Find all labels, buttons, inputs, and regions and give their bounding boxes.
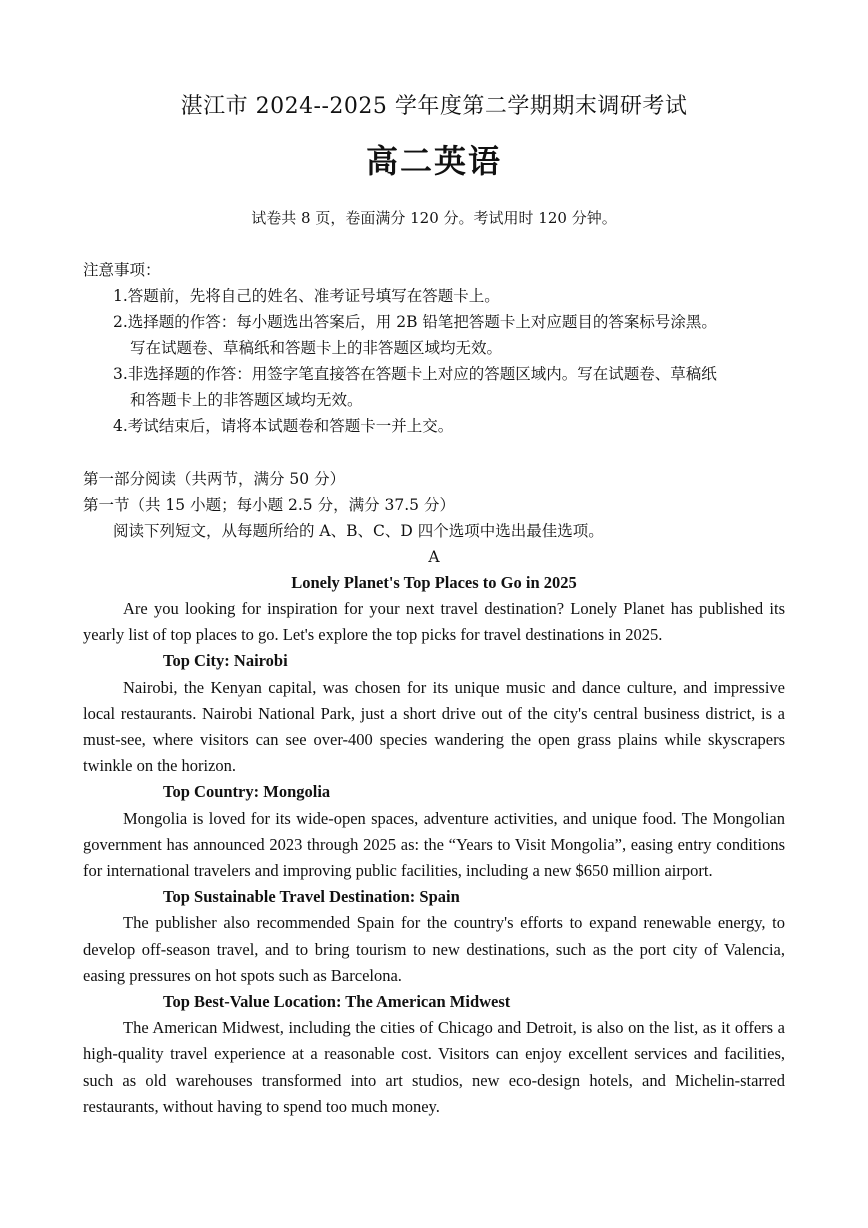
passage-paragraph: Mongolia is loved for its wide-open spaces, adventure activities, and unique food. The Mongolian government has announced 2023 through 2025 as: the “Years to Visit Mongolia”, easing entry conditions for international travelers and improving public facilities, including a new $650 million airport.: [83, 808, 785, 881]
passage-letter: A: [428, 548, 440, 566]
passage-intro: Are you looking for inspiration for your next travel destination? Lonely Planet has published its yearly list of top places to go. Let's explore the top picks for travel destinations in 2025.: [83, 599, 785, 645]
note-item: 2.选择题的作答：每小题选出答案后，用 2B 铅笔把答题卡上对应题目的答案标号涂黑。: [113, 313, 717, 331]
section-subtitle: 第一节（共 15 小题；每小题 2.5 分，满分 37.5 分）: [83, 496, 455, 514]
exam-subject: 高二英语: [365, 142, 502, 180]
passage-heading: Top City: Nairobi: [163, 651, 288, 671]
note-item: 1.答题前，先将自己的姓名、准考证号填写在答题卡上。: [113, 287, 500, 305]
section-header: [83, 466, 785, 596]
note-item-continued: 和答题卡上的非答题区域均无效。: [130, 391, 363, 409]
note-item-continued: 写在试题卷、草稿纸和答题卡上的非答题区域均无效。: [130, 339, 503, 357]
passage-title: Lonely Planet's Top Places to Go in 2025: [291, 573, 577, 592]
passage-body: [83, 596, 785, 1120]
note-item: 4.考试结束后，请将本试题卷和答题卡一并上交。: [113, 417, 454, 435]
exam-title: 湛江市 2024--2025 学年度第二学期期末调研考试: [180, 94, 688, 119]
passage-paragraph: The American Midwest, including the cities of Chicago and Detroit, is also on the list, as it offers a high-quality travel experience at a reasonable cost. Visitors can enjoy excellent services and facilities, such as old warehouses transformed into art studios, new eco-design hotels, and Michelin-starred restaurants, without having to spend too much money.: [83, 1018, 785, 1116]
notes-section: [83, 257, 785, 439]
passage-heading: Top Sustainable Travel Destination: Spain: [163, 887, 460, 907]
part-title: 第一部分阅读（共两节，满分 50 分）: [83, 470, 346, 488]
exam-info: 试卷共 8 页，卷面满分 120 分。考试用时 120 分钟。: [251, 209, 617, 227]
notes-label: 注意事项：: [83, 261, 161, 279]
passage-paragraph: Nairobi, the Kenyan capital, was chosen for its unique music and dance culture, and impressive local restaurants. Nairobi National Park, just a short drive out of the city's central business district, is a must-see, where visitors can see over-400 species wandering the open grass plains while skyscrapers twinkle on the horizon.: [83, 677, 785, 776]
passage-heading: Top Country: Mongolia: [163, 782, 331, 802]
passage-paragraph: The publisher also recommended Spain for the country's efforts to expand renewable energy, to develop off-season travel, and to bring tourism to new destinations, such as the port city of Valencia, easing pressures on hot spots such as Barcelona.: [83, 913, 785, 985]
section-instruction: 阅读下列短文，从每题所给的 A、B、C、D 四个选项中选出最佳选项。: [113, 522, 604, 540]
note-item: 3.非选择题的作答：用签字笔直接答在答题卡上对应的答题区域内。写在试题卷、草稿纸: [113, 365, 717, 383]
passage-heading: Top Best-Value Location: The American Midwest: [163, 992, 511, 1012]
